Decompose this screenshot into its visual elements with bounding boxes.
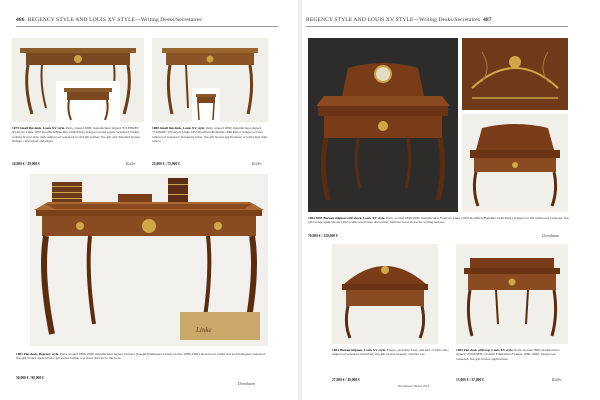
lot-1084-number: 1084 [332,348,339,352]
lot-1080-caption: Paris, around 1890; manufacturer signed "F.LINKE" (François Linke 1855 Rouffach/Bohemia-1946 Paris). Kingwood and tulipwood veneered; marquetry inlay, fire-gilt bronze applications; scrolled legs with sabots. [152,126,268,143]
lot-1084-caption: France, probably Paris, 2nd half of 19th cent.; tulipwood veneered and inlaid; fire-gilt bronze mounts; cylinder top. [332,348,450,357]
lot-1080-title: Small flat desk, Louis XV style. [159,126,205,130]
photo-lot-1080 [152,38,268,122]
photo-lot-1079 [12,38,144,122]
caption-lot-1079 [12,126,144,160]
desk-illustration-1084 [332,244,438,344]
lot-1081-price: 50,000 € / 90,000 € [16,376,44,380]
caption-lot-1080 [152,126,268,160]
lot-1082-number: 1082/1083 [308,216,323,220]
lot-1085-price: 13,000 € / 37,000 € [456,378,484,382]
lot-1081-caption: Paris, around 1890/1900; manufacturer signed Zwiener (Joseph Emmanuel Zwiener active 1880-1900). Rosewood, tulipwood and mahogany veneered, fire-gilt bronze applications; gilt tooled leather top; three drawers to the front. [16,352,266,361]
photo-lot-1082-detail-top [462,38,568,110]
right-page [302,0,600,400]
right-page-header [306,17,492,23]
lot-1081-house: Dorotheum [238,382,256,386]
lot-1084-house: Dorotheum Vienna 2010 [398,384,430,388]
lot-1085-caption: Paris, around 1890; manufacturer signed "ZWIENER" (Joseph Emmanuel Zwiener 1880-1900). Kingwood veneered, fire-gilt bronze applications. [456,348,560,361]
right-page-number: 487 [483,17,492,23]
photo-lot-1081 [30,174,268,346]
lot-1080-house: Koller [252,162,262,166]
lot-1082-caption: Paris, around 1890/1900; manufacturer Francois Linke (1855 Rouffach/Bohemia-1946 Paris). Kingwood and satinwood veneered, fire-gilt bronze applications with rocaille and foliate decoration; tambour front above the writing surface. [308,216,570,225]
photo-lot-1085 [456,244,568,344]
photo-lot-1084 [332,244,438,344]
lot-1081-title: Flat desk, Regency style. [23,352,60,356]
left-page-title: REGENCY STYLE AND LOUIS XV STYLE—Writing Desks/Secretaires [27,17,202,23]
desk-illustration-1083 [462,114,568,212]
signature-engraving: Linke [196,326,212,334]
caption-lot-1082 [308,216,570,238]
caption-lot-1084 [332,348,452,374]
left-page-header [16,17,202,23]
lot-1085-house: Koller [552,378,562,382]
lot-1080-number: 1080 [152,126,159,130]
desk-illustration-1085 [456,244,568,344]
lot-1079-title: Small flat desk, Louis XV style. [19,126,65,130]
lot-1082-title: Bureau mignon with clock, Louis XV style. [323,216,386,220]
lot-1079-price: 16,000 € / 20,000 € [12,162,40,166]
desk-illustration-1081 [30,174,268,346]
photo-lot-1083 [462,114,568,212]
lot-1085-title: Flat desk with top, Louis XV style. [463,348,514,352]
left-header-rule [16,26,278,27]
photo-lot-1082-main [308,38,458,212]
lot-1079-caption: Paris, around 1890; manufacturer signed "E.LEBRET (François Linke 1855 Rouffach/Bohemia-1946 Paris). Kingwood and sapele veneered; lidded writing drawer side, dark tulipwood veneered, tooled gilt leather, fire-gilt and chiselled bronze fittings; carved feet and edges. [12,126,141,143]
lot-1079-house: Koller [126,162,136,166]
lot-1079-number: 1079 [12,126,19,130]
lot-1082-price: 70,000 € / 120,000 € [308,234,338,238]
left-page-number: 486 [16,17,25,23]
desk-illustration-1079 [12,38,144,122]
desk-illustration-1080 [152,38,268,122]
desk-detail-illustration-1 [462,38,568,110]
caption-lot-1081 [16,352,266,374]
caption-lot-1085 [456,348,568,374]
right-page-title: REGENCY STYLE AND LOUIS XV STYLE—Writing Desks/Secretaires [306,17,480,23]
desk-illustration-1082-main [308,38,458,212]
lot-1082-house: Dorotheum [542,234,560,238]
left-page [0,0,298,400]
lot-1084-title: Bureau mignon, Louis XV style. [339,348,386,352]
lot-1085-number: 1085 [456,348,463,352]
lot-1081-number: 1081 [16,352,23,356]
lot-1080-price: 25,000 € / 75,000 € [152,162,180,166]
right-header-rule [306,26,568,27]
lot-1084-price: 27,000 € / 49,000 € [332,378,360,382]
